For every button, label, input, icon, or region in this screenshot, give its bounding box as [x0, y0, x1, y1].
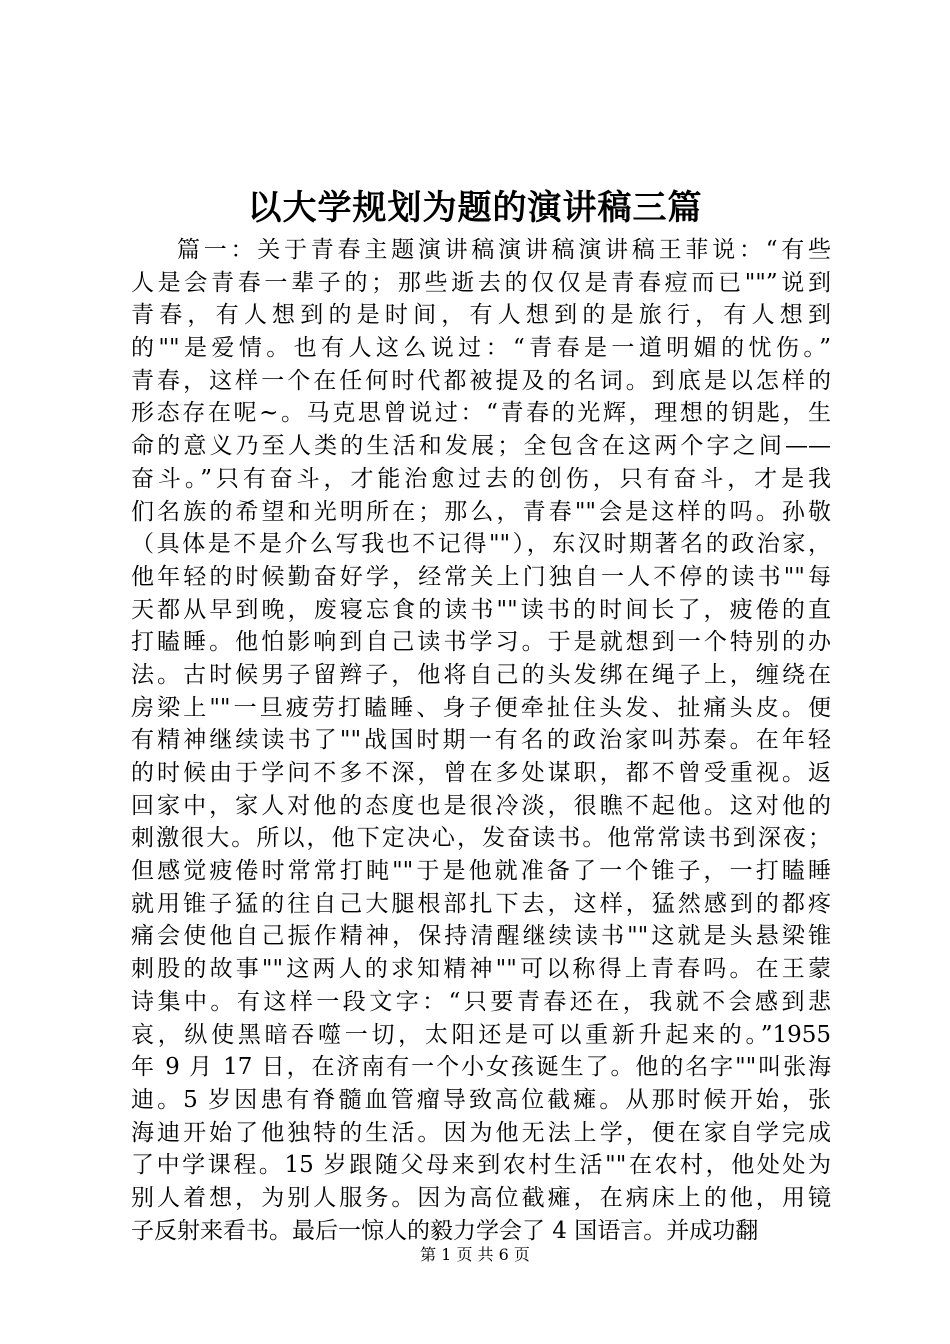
text-line: 海迪开始了他独特的生活。因为他无法上学，便在家自学完成 — [131, 1119, 831, 1146]
text-line: 迪。5 岁因患有脊髓血管瘤导致高位截瘫。从那时候开始，张 — [131, 1086, 831, 1113]
text-line: 他年轻的时候勤奋好学，经常关上门独自一人不停的读书""每 — [131, 563, 831, 590]
text-line: 了中学课程。15 岁跟随父母来到农村生活""在农村，他处处为 — [131, 1152, 831, 1179]
text-line: 天都从早到晚，废寝忘食的读书""读书的时间长了，疲倦的直 — [131, 596, 831, 623]
text-line: 打瞌睡。他怕影响到自己读书学习。于是就想到一个特别的办 — [131, 629, 831, 656]
text-line: 的时候由于学问不多不深，曾在多处谋职，都不曾受重视。返 — [131, 760, 831, 786]
document-title: 以大学规划为题的演讲稿三篇 — [247, 188, 703, 228]
text-line: 别人着想，为别人服务。因为高位截瘫，在病床上的他，用镜 — [131, 1184, 831, 1211]
text-line: 刺股的故事""这两人的求知精神""可以称得上青春吗。在王蒙 — [131, 956, 831, 983]
text-line: 回家中，家人对他的态度也是很冷淡，很瞧不起他。这对他的 — [131, 792, 831, 819]
text-line: 痛会使他自己振作精神，保持清醒继续读书""这就是头悬梁锥 — [131, 923, 831, 950]
text-line: 有精神继续读书了""战国时期一有名的政治家叫苏秦。在年轻 — [131, 727, 831, 754]
text-line: 青春，这样一个在任何时代都被提及的名词。到底是以怎样的 — [131, 367, 831, 394]
text-line: 人是会青春一辈子的；那些逝去的仅仅是青春痘而已""”说到 — [131, 269, 831, 296]
text-line: 形态存在呢~。马克思曾说过：“青春的光辉，理想的钥匙，生 — [131, 400, 831, 427]
text-line: 房梁上""一旦疲劳打瞌睡、身子便牵扯住头发、扯痛头皮。便 — [131, 694, 831, 721]
page-footer: 第 1 页 共 6 页 — [420, 1245, 530, 1264]
text-line: 但感觉疲倦时常常打盹""于是他就准备了一个锥子，一打瞌睡 — [131, 858, 831, 885]
text-line: 诗集中。有这样一段文字：“只要青春还在，我就不会感到悲 — [131, 988, 831, 1015]
text-line: 命的意义乃至人类的生活和发展；全包含在这两个字之间—— — [131, 433, 831, 460]
text-line: 法。古时候男子留辫子，他将自己的头发绑在绳子上，缠绕在 — [131, 661, 831, 688]
text-line: 子反射来看书。最后一惊人的毅力学会了 4 国语言。并成功翻 — [131, 1217, 759, 1244]
text-line: 刺激很大。所以，他下定决心，发奋读书。他常常读书到深夜； — [131, 825, 831, 852]
text-line: 奋斗。”只有奋斗，才能治愈过去的创伤，只有奋斗，才是我 — [131, 465, 831, 492]
text-line: 们名族的希望和光明所在；那么，青春""会是这样的吗。孙敬 — [131, 498, 831, 525]
text-line: 年 9 月 17 日，在济南有一个小女孩诞生了。他的名字""叫张海 — [131, 1054, 831, 1081]
text-line: 就用锥子猛的往自己大腿根部扎下去，这样，猛然感到的都疼 — [131, 890, 831, 917]
document-body — [131, 234, 831, 1247]
text-line: 青春，有人想到的是时间，有人想到的是旅行，有人想到 — [131, 302, 831, 329]
text-line: 篇一：关于青春主题演讲稿演讲稿演讲稿王菲说：“有些 — [177, 237, 831, 263]
text-line: 哀，纵使黑暗吞噬一切，太阳还是可以重新升起来的。”1955 — [131, 1021, 831, 1048]
text-line: （具体是不是介么写我也不记得""），东汉时期著名的政治家， — [131, 531, 831, 558]
text-line: 的""是爱情。也有人这么说过：“青春是一道明媚的忧伤。” — [131, 335, 831, 362]
